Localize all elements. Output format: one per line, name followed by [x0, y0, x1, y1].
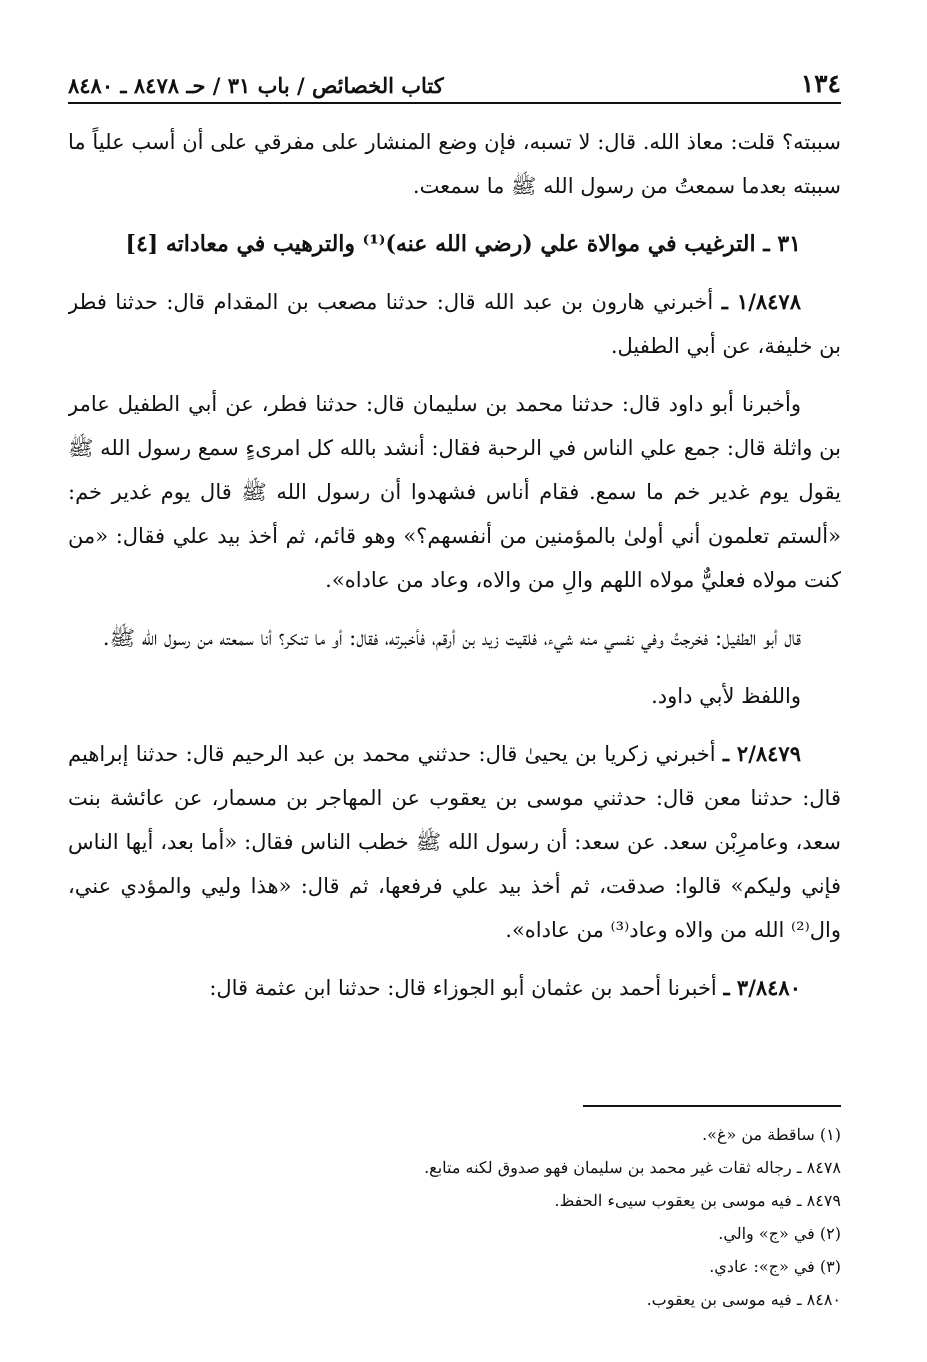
hadith-number: ١/٨٤٧٨ ـ [721, 289, 801, 314]
footnote: ٨٤٨٠ ـ فيه موسى بن يعقوب. [646, 1290, 841, 1309]
section-heading: ٣١ ـ الترغيب في موالاة علي (رضي الله عنه)⁽¹⁾ والترهيب في معاداته [٤] [125, 231, 801, 257]
hadith-text: أخبرني هارون بن عبد الله قال: حدثنا مصعب بن المقدام قال: حدثنا فطر بن خليفة، عن أبي الطفيل. [68, 290, 841, 358]
hadith-text: أخبرنا أحمد بن عثمان أبو الجوزاء قال: حدثنا ابن عثمة قال: [209, 976, 717, 1000]
page-number: ١٣٤ [800, 69, 841, 98]
main-text [68, 120, 841, 1085]
paragraph: واللفظ لأبي داود. [651, 684, 801, 708]
hadith-8480 [68, 966, 841, 1010]
running-header [68, 62, 841, 104]
hadith-text: أخبرني زكريا بن يحيىٰ قال: حدثني محمد بن عبد الرحيم قال: حدثنا إبراهيم قال: حدثنا معن قال: حدثني موسى بن يعقوب عن المهاجر بن مسمار، عن عائشة بنت سعد، وعامرِبْن سعد. عن سعد: أن رسول الله ﷺ خطب الناس فقال: «أما بعد، أيها الناس فإني وليكم» قالوا: صدقت، ثم أخذ بيد علي فرفعها، ثم قال: «هذا وليي والمؤدي عني، وال⁽²⁾ الله من والاه وعاد⁽³⁾ من عاداه». [68, 742, 841, 942]
footnote: (٣) في «ج»: عادي. [709, 1257, 841, 1276]
footnote: (٢) في «ج» والي. [718, 1224, 841, 1243]
paragraph: سببته؟ قلت: معاذ الله. قال: لا تسبه، فإن وضع المنشار على مفرقي على أن أسب علياً ما سببته بعدما سمعتُ من رسول الله ﷺ ما سمعت. [68, 130, 841, 198]
footnote: (١) ساقطة من «غ». [702, 1125, 841, 1144]
footnote-separator [583, 1105, 841, 1107]
paragraph: وأخبرنا أبو داود قال: حدثنا محمد بن سليمان قال: حدثنا فطر، عن أبي الطفيل عامر بن واثلة قال: جمع علي الناس في الرحبة فقال: أنشد بالله كل امرىءٍ سمع رسول الله ﷺ يقول يوم غدير خم ما سمع. فقام أناس فشهدوا أن رسول الله ﷺ قال يوم غدير خم: «ألستم تعلمون أني أولىٰ بالمؤمنين من أنفسهم؟» وهو قائم، ثم أخذ بيد علي فقال: «من كنت مولاه فعليٌّ مولاه اللهم والِ من والاه، وعاد من عاداه». [68, 392, 841, 592]
hadith-8479 [68, 732, 841, 952]
footnote: ٨٤٧٩ ـ فيه موسى بن يعقوب سيىء الحفظ. [554, 1191, 841, 1210]
hadith-8478 [68, 280, 841, 368]
paragraph: قال أبو الطفيل: فخرجتُ وفي نفسي منه شيء، فلقيت زيد بن أرقم، فأخبرته، فقال: أو ما تنكر؟ أنا سمعته من رسول الله ﷺ. [102, 626, 801, 650]
running-title: كتاب الخصائص / باب ٣١ / حـ ٨٤٧٨ ـ ٨٤٨٠ [68, 73, 444, 98]
footnote: ٨٤٧٨ ـ رجاله ثقات غير محمد بن سليمان فهو صدوق لكنه متابع. [424, 1158, 841, 1177]
hadith-number: ٣/٨٤٨٠ ـ [723, 975, 801, 1000]
hadith-number: ٢/٨٤٧٩ ـ [722, 741, 801, 766]
footnotes [68, 1118, 841, 1316]
